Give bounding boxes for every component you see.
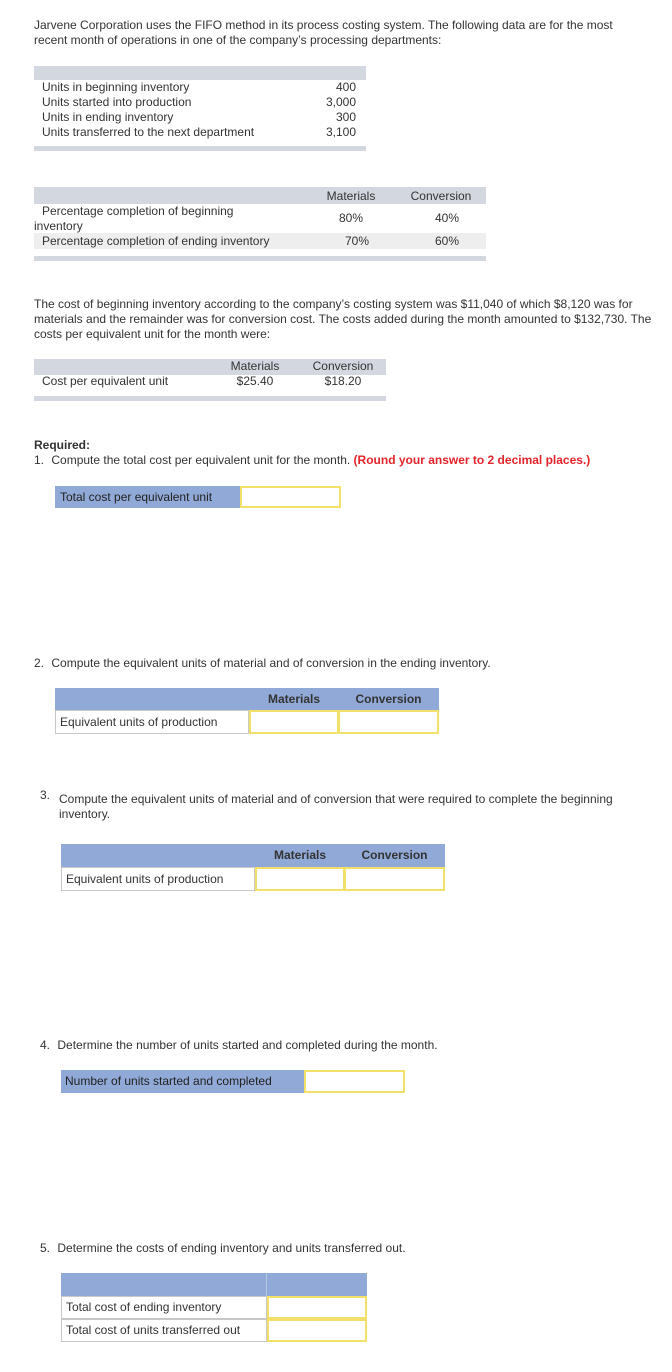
pct-row-label-line1: Percentage completion of beginning bbox=[42, 204, 234, 218]
cost-paragraph: The cost of beginning inventory according to the company’s costing system was $11,040 of which $8,120 was for materials and the remainder was for conversion cost. The costs added during the month amounted to $132,730. The costs per equivalent unit for the month were: bbox=[34, 297, 652, 341]
q1-number: 1. bbox=[34, 453, 45, 467]
cost-row-materials: $25.40 bbox=[236, 374, 274, 388]
q1-field-label: Total cost per equivalent unit bbox=[55, 486, 240, 508]
q3-header-conversion: Conversion bbox=[361, 848, 428, 862]
q3-materials-input[interactable] bbox=[255, 867, 345, 891]
cost-row-conversion: $18.20 bbox=[324, 374, 362, 388]
units-table bbox=[34, 80, 366, 140]
q5-header-bar bbox=[61, 1273, 367, 1296]
units-row-label: Units started into production bbox=[42, 95, 192, 109]
q5-number: 5. bbox=[40, 1241, 51, 1255]
q5-prompt bbox=[40, 1241, 406, 1255]
cost-header-materials: Materials bbox=[230, 359, 280, 373]
q2-row-label: Equivalent units of production bbox=[55, 710, 249, 734]
q3-conversion-input[interactable] bbox=[344, 867, 445, 891]
units-started-completed-input[interactable] bbox=[304, 1070, 405, 1093]
q4-text: Determine the number of units started and completed during the month. bbox=[57, 1038, 438, 1052]
total-cost-per-eu-input[interactable] bbox=[240, 486, 341, 508]
q2-header-conversion: Conversion bbox=[355, 692, 422, 706]
cost-header-conversion: Conversion bbox=[312, 359, 374, 373]
q3-row-label: Equivalent units of production bbox=[61, 867, 255, 891]
q5-header-divider bbox=[266, 1273, 267, 1296]
q3-number: 3. bbox=[40, 788, 51, 802]
transferred-out-cost-input[interactable] bbox=[267, 1319, 367, 1342]
q5-row-label: Total cost of ending inventory bbox=[61, 1296, 267, 1319]
pct-table-footer-bar bbox=[34, 256, 486, 261]
q4-field-label: Number of units started and completed bbox=[61, 1070, 304, 1093]
units-row-label: Units in ending inventory bbox=[42, 110, 174, 124]
cost-table-footer-bar bbox=[34, 396, 386, 401]
q5-text: Determine the costs of ending inventory and units transferred out. bbox=[57, 1241, 406, 1255]
cost-row-label: Cost per equivalent unit bbox=[42, 374, 169, 388]
pct-row-conversion: 60% bbox=[434, 234, 460, 248]
q2-conversion-input[interactable] bbox=[338, 710, 439, 734]
units-row-value: 400 bbox=[335, 80, 356, 94]
q3-header-materials: Materials bbox=[273, 848, 327, 862]
q1-note: (Round your answer to 2 decimal places.) bbox=[353, 453, 591, 467]
units-row-label: Units transferred to the next department bbox=[42, 125, 255, 139]
units-row bbox=[34, 95, 366, 110]
units-table-footer-bar bbox=[34, 146, 366, 151]
required-title: Required: bbox=[34, 438, 91, 452]
units-row-value: 3,100 bbox=[325, 125, 356, 139]
q2-text: Compute the equivalent units of material and of conversion in the ending inventory. bbox=[51, 656, 491, 670]
units-row-value: 3,000 bbox=[325, 95, 356, 109]
q2-header-materials: Materials bbox=[267, 692, 321, 706]
pct-row-label bbox=[34, 204, 324, 234]
pct-row-materials: 80% bbox=[338, 211, 364, 225]
q3-text: Compute the equivalent units of material and of conversion that were required to complete the beginning inventory. bbox=[59, 792, 613, 821]
q1-text: Compute the total cost per equivalent unit for the month. bbox=[51, 453, 351, 467]
q1-prompt bbox=[34, 453, 664, 467]
q2-number: 2. bbox=[34, 656, 45, 670]
ending-inventory-cost-input[interactable] bbox=[267, 1296, 367, 1319]
q2-prompt bbox=[34, 656, 491, 670]
units-row bbox=[34, 80, 366, 95]
units-row-label: Units in beginning inventory bbox=[42, 80, 190, 94]
units-row bbox=[34, 110, 366, 125]
q4-prompt bbox=[40, 1038, 438, 1052]
pct-row-materials: 70% bbox=[344, 234, 370, 248]
units-table-header-bar bbox=[34, 66, 366, 80]
pct-row-conversion: 40% bbox=[434, 211, 460, 225]
units-row bbox=[34, 125, 366, 140]
intro-text: Jarvene Corporation uses the FIFO method in its process costing system. The following data are for the most recent month of operations in one of the company’s processing departments: bbox=[34, 18, 613, 47]
q4-number: 4. bbox=[40, 1038, 51, 1052]
pct-row-label-line2: inventory bbox=[34, 219, 83, 233]
pct-header-materials: Materials bbox=[326, 189, 376, 203]
q5-row-label: Total cost of units transferred out bbox=[61, 1319, 267, 1342]
q2-materials-input[interactable] bbox=[249, 710, 339, 734]
units-row-value: 300 bbox=[335, 110, 356, 124]
pct-row-label: Percentage completion of ending inventory bbox=[42, 234, 270, 248]
pct-header-conversion: Conversion bbox=[410, 189, 472, 203]
